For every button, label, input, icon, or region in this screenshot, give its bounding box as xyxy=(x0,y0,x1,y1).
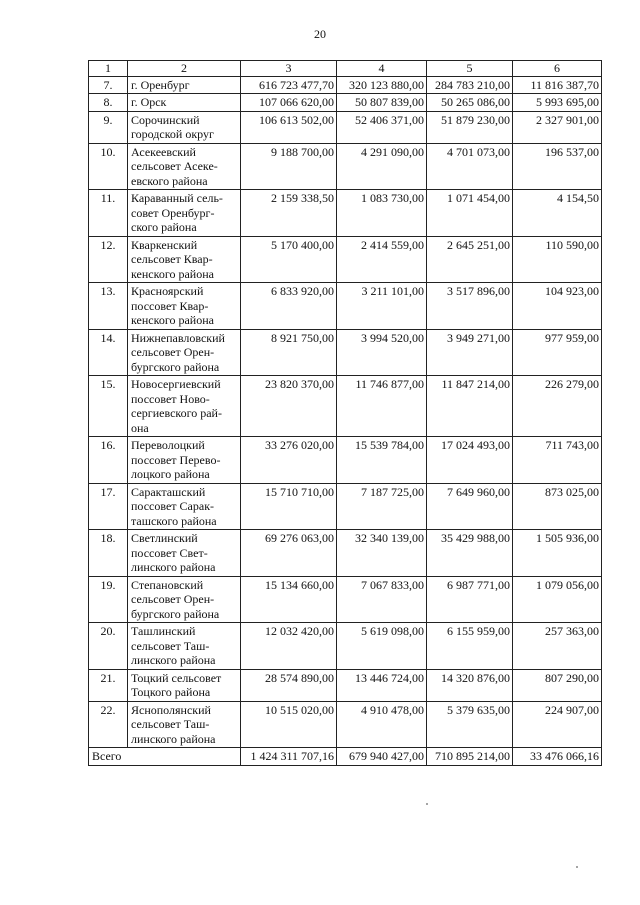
amount-col4: 32 340 139,00 xyxy=(337,530,427,577)
municipality-name-line: сельсовет Таш- xyxy=(131,717,210,731)
municipality-name-line: Яснополянский xyxy=(131,702,211,717)
amount-col5: 2 645 251,00 xyxy=(427,236,513,283)
amount-col4: 4 291 090,00 xyxy=(337,143,427,190)
header-cell: 4 xyxy=(337,61,427,77)
row-number: 12. xyxy=(89,236,128,283)
municipality-name xyxy=(128,376,241,437)
municipality-name-line: Асекеевский xyxy=(131,144,196,159)
amount-col3: 106 613 502,00 xyxy=(241,111,337,143)
municipality-name xyxy=(128,483,241,530)
amount-col5: 4 701 073,00 xyxy=(427,143,513,190)
amount-col4: 13 446 724,00 xyxy=(337,669,427,701)
amount-col6: 224 907,00 xyxy=(513,701,602,748)
amount-col3: 9 188 700,00 xyxy=(241,143,337,190)
municipality-name-line: бургского района xyxy=(131,606,220,621)
table-row xyxy=(89,530,602,577)
municipality-name-line: г. Орск xyxy=(131,95,167,109)
municipality-name-line: Новосергиевский xyxy=(131,377,221,391)
row-number: 19. xyxy=(89,576,128,623)
municipality-name xyxy=(128,329,241,376)
municipality-name xyxy=(128,437,241,484)
amount-col3: 15 710 710,00 xyxy=(241,483,337,530)
row-number: 10. xyxy=(89,143,128,190)
municipality-name-line: кенского района xyxy=(131,313,214,327)
municipality-name-line: поссовет Сарак- xyxy=(131,499,215,513)
municipality-name-line: совет Оренбург- xyxy=(131,205,215,220)
amount-col5: 1 071 454,00 xyxy=(427,190,513,237)
amount-col3: 616 723 477,70 xyxy=(241,76,337,94)
municipality-name-line: сергиевского рай- xyxy=(131,406,222,420)
amount-col6: 4 154,50 xyxy=(513,190,602,237)
table-row xyxy=(89,483,602,530)
municipality-name-line: лоцкого района xyxy=(131,467,210,481)
amount-col6: 873 025,00 xyxy=(513,483,602,530)
row-number: 13. xyxy=(89,283,128,330)
table-row xyxy=(89,329,602,376)
municipality-name-line: Сорочинский xyxy=(131,112,200,127)
row-number: 22. xyxy=(89,701,128,748)
amount-col3: 69 276 063,00 xyxy=(241,530,337,577)
amount-col4: 5 619 098,00 xyxy=(337,623,427,670)
municipality-name-line: сельсовет Квар- xyxy=(131,252,213,266)
amount-col3: 15 134 660,00 xyxy=(241,576,337,623)
municipality-name-line: Саракташский xyxy=(131,484,206,499)
total-col6: 33 476 066,16 xyxy=(513,748,602,766)
amount-col5: 3 517 896,00 xyxy=(427,283,513,330)
amount-col5: 6 987 771,00 xyxy=(427,576,513,623)
amount-col4: 3 994 520,00 xyxy=(337,329,427,376)
amount-col5: 51 879 230,00 xyxy=(427,111,513,143)
header-cell: 6 xyxy=(513,61,602,77)
row-number: 21. xyxy=(89,669,128,701)
amount-col4: 4 910 478,00 xyxy=(337,701,427,748)
municipality-name xyxy=(128,236,241,283)
total-label: Всего xyxy=(89,748,241,766)
amount-col4: 7 067 833,00 xyxy=(337,576,427,623)
municipality-name-line: Тоцкий сельсовет xyxy=(131,670,222,685)
table-row xyxy=(89,669,602,701)
amount-col6: 226 279,00 xyxy=(513,376,602,437)
total-col5: 710 895 214,00 xyxy=(427,748,513,766)
amount-col6: 11 816 387,70 xyxy=(513,76,602,94)
budget-table xyxy=(88,60,602,766)
row-number: 18. xyxy=(89,530,128,577)
row-number: 9. xyxy=(89,111,128,143)
amount-col3: 2 159 338,50 xyxy=(241,190,337,237)
row-number: 20. xyxy=(89,623,128,670)
municipality-name xyxy=(128,190,241,237)
row-number: 16. xyxy=(89,437,128,484)
amount-col6: 807 290,00 xyxy=(513,669,602,701)
table-row xyxy=(89,576,602,623)
amount-col6: 977 959,00 xyxy=(513,329,602,376)
table-row xyxy=(89,190,602,237)
row-number: 7. xyxy=(89,76,128,94)
municipality-name xyxy=(128,669,241,701)
header-cell: 1 xyxy=(89,61,128,77)
row-number: 14. xyxy=(89,329,128,376)
amount-col3: 33 276 020,00 xyxy=(241,437,337,484)
table-row xyxy=(89,143,602,190)
page-number: 20 xyxy=(314,27,326,41)
amount-col5: 284 783 210,00 xyxy=(427,76,513,94)
amount-col3: 5 170 400,00 xyxy=(241,236,337,283)
amount-col5: 7 649 960,00 xyxy=(427,483,513,530)
municipality-name-line: г. Оренбург xyxy=(131,77,190,92)
municipality-name-line: ташского района xyxy=(131,513,217,528)
table-body xyxy=(89,61,602,766)
municipality-name xyxy=(128,143,241,190)
header-cell: 3 xyxy=(241,61,337,77)
amount-col6: 2 327 901,00 xyxy=(513,111,602,143)
amount-col5: 17 024 493,00 xyxy=(427,437,513,484)
table-row xyxy=(89,94,602,112)
municipality-name-line: сельсовет Орен- xyxy=(131,592,215,606)
amount-col3: 8 921 750,00 xyxy=(241,329,337,376)
municipality-name-line: Кваркенский xyxy=(131,237,198,252)
amount-col4: 11 746 877,00 xyxy=(337,376,427,437)
header-cell: 2 xyxy=(128,61,241,77)
municipality-name xyxy=(128,94,241,112)
municipality-name-line: городской округ xyxy=(131,127,214,141)
amount-col4: 7 187 725,00 xyxy=(337,483,427,530)
row-number: 11. xyxy=(89,190,128,237)
municipality-name-line: бургского района xyxy=(131,359,220,374)
municipality-name-line: поссовет Квар- xyxy=(131,298,209,313)
municipality-name-line: сельсовет Орен- xyxy=(131,345,215,359)
row-number: 17. xyxy=(89,483,128,530)
amount-col4: 3 211 101,00 xyxy=(337,283,427,330)
amount-col4: 320 123 880,00 xyxy=(337,76,427,94)
municipality-name-line: Степановский xyxy=(131,577,204,592)
municipality-name-line: Переволоцкий xyxy=(131,438,205,452)
amount-col6: 196 537,00 xyxy=(513,143,602,190)
table-row xyxy=(89,437,602,484)
municipality-name-line: Нижнепавловский xyxy=(131,330,225,345)
table-row xyxy=(89,283,602,330)
amount-col3: 28 574 890,00 xyxy=(241,669,337,701)
municipality-name-line: ского района xyxy=(131,220,197,234)
amount-col3: 12 032 420,00 xyxy=(241,623,337,670)
municipality-name-line: Светлинский xyxy=(131,531,198,545)
row-number: 15. xyxy=(89,376,128,437)
scan-speck xyxy=(426,803,428,805)
amount-col5: 3 949 271,00 xyxy=(427,329,513,376)
amount-col4: 52 406 371,00 xyxy=(337,111,427,143)
row-number: 8. xyxy=(89,94,128,112)
municipality-name-line: поссовет Перево- xyxy=(131,452,221,467)
table-row xyxy=(89,76,602,94)
header-cell: 5 xyxy=(427,61,513,77)
amount-col5: 35 429 988,00 xyxy=(427,530,513,577)
municipality-name-line: поссовет Ново- xyxy=(131,391,210,406)
municipality-name xyxy=(128,283,241,330)
amount-col6: 1 079 056,00 xyxy=(513,576,602,623)
table-row xyxy=(89,111,602,143)
amount-col5: 5 379 635,00 xyxy=(427,701,513,748)
table-row xyxy=(89,701,602,748)
municipality-name-line: кенского района xyxy=(131,266,214,281)
amount-col6: 110 590,00 xyxy=(513,236,602,283)
municipality-name xyxy=(128,530,241,577)
scan-speck xyxy=(576,866,578,868)
total-col4: 679 940 427,00 xyxy=(337,748,427,766)
municipality-name xyxy=(128,111,241,143)
municipality-name-line: евского района xyxy=(131,173,208,188)
municipality-name xyxy=(128,623,241,670)
municipality-name-line: Караванный сель- xyxy=(131,191,223,205)
amount-col6: 711 743,00 xyxy=(513,437,602,484)
amount-col5: 6 155 959,00 xyxy=(427,623,513,670)
amount-col3: 10 515 020,00 xyxy=(241,701,337,748)
municipality-name-line: она xyxy=(131,420,149,435)
municipality-name-line: линского района xyxy=(131,653,216,667)
total-col3: 1 424 311 707,16 xyxy=(241,748,337,766)
municipality-name xyxy=(128,576,241,623)
amount-col5: 11 847 214,00 xyxy=(427,376,513,437)
municipality-name-line: Ташлинский xyxy=(131,624,196,638)
municipality-name xyxy=(128,76,241,94)
municipality-name-line: линского района xyxy=(131,560,216,574)
amount-col5: 50 265 086,00 xyxy=(427,94,513,112)
amount-col3: 107 066 620,00 xyxy=(241,94,337,112)
amount-col6: 257 363,00 xyxy=(513,623,602,670)
municipality-name-line: Тоцкого района xyxy=(131,685,211,699)
municipality-name-line: Красноярский xyxy=(131,284,204,298)
amount-col4: 15 539 784,00 xyxy=(337,437,427,484)
amount-col3: 6 833 920,00 xyxy=(241,283,337,330)
amount-col4: 1 083 730,00 xyxy=(337,190,427,237)
table-row xyxy=(89,623,602,670)
municipality-name-line: линского района xyxy=(131,731,216,746)
amount-col4: 2 414 559,00 xyxy=(337,236,427,283)
table-header-row xyxy=(89,61,602,77)
municipality-name-line: сельсовет Асеке- xyxy=(131,159,218,173)
municipality-name-line: сельсовет Таш- xyxy=(131,638,210,653)
amount-col4: 50 807 839,00 xyxy=(337,94,427,112)
amount-col6: 104 923,00 xyxy=(513,283,602,330)
table-row xyxy=(89,236,602,283)
amount-col6: 5 993 695,00 xyxy=(513,94,602,112)
table-row xyxy=(89,376,602,437)
amount-col6: 1 505 936,00 xyxy=(513,530,602,577)
amount-col5: 14 320 876,00 xyxy=(427,669,513,701)
amount-col3: 23 820 370,00 xyxy=(241,376,337,437)
municipality-name-line: поссовет Свет- xyxy=(131,545,208,560)
municipality-name xyxy=(128,701,241,748)
total-row xyxy=(89,748,602,766)
